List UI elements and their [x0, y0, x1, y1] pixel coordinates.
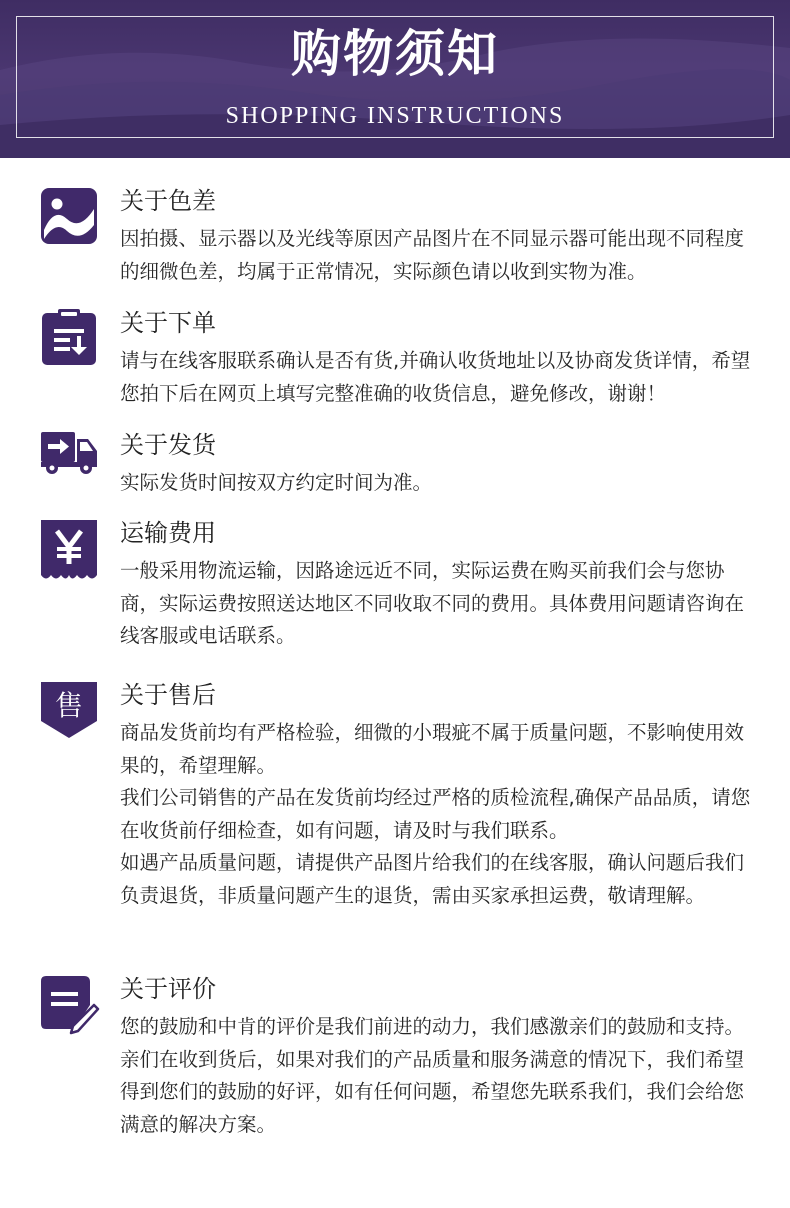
- review-edit-icon: [40, 975, 100, 1035]
- clipboard-order-icon: [40, 309, 98, 367]
- paragraph: 实际发货时间按双方约定时间为准。: [120, 471, 433, 494]
- paragraph: 我们公司销售的产品在发货前均经过严格的质检流程,确保产品品质，请您在收货前仔细检查，如有问题，请及时与我们联系。: [120, 786, 751, 842]
- header-banner: [0, 0, 790, 158]
- shield-label: 售: [54, 689, 84, 722]
- image-icon: [40, 187, 98, 245]
- paragraph: 因拍摄、显示器以及光线等原因产品图片在不同显示器可能出现不同程度的细微色差，均属于正常情况，实际颜色请以收到实物为准。: [120, 227, 745, 283]
- section-body: [120, 345, 760, 410]
- page-subtitle: SHOPPING INSTRUCTIONS: [225, 103, 565, 129]
- section-body: [120, 467, 760, 500]
- section-title: 运输费用: [120, 519, 216, 547]
- page-title: 购物须知: [291, 24, 499, 83]
- paragraph: 如遇产品质量问题，请提供产品图片给我们的在线客服，确认问题后我们负责退货，非质量问题产生的退货，需由买家承担运费，敬请理解。: [120, 851, 745, 907]
- paragraph: 您的鼓励和中肯的评价是我们前进的动力，我们感激亲们的鼓励和支持。亲们在收到货后，如果对我们的产品质量和服务满意的情况下，我们希望得到您们的鼓励的好评，如有任何问题，希望您先联系我们，我们会给您满意的解决方案。: [120, 1015, 745, 1136]
- yuan-receipt-icon: [40, 519, 98, 583]
- section-body: [120, 555, 760, 653]
- section-title: 关于发货: [120, 431, 216, 459]
- section-body: [120, 717, 760, 912]
- paragraph: 请与在线客服联系确认是否有货,并确认收货地址以及协商发货详情，希望您拍下后在网页上填写完整准确的收货信息，避免修改，谢谢！: [120, 349, 751, 405]
- delivery-truck-icon: [40, 431, 98, 489]
- section-title: 关于评价: [120, 975, 216, 1003]
- section-body: [120, 223, 760, 288]
- paragraph: 一般采用物流运输，因路途远近不同，实际运费在购买前我们会与您协商，实际运费按照送达地区不同收取不同的费用。具体费用问题请咨询在线客服或电话联系。: [120, 559, 745, 647]
- section-title: 关于下单: [120, 309, 216, 337]
- section-body: [120, 1011, 760, 1141]
- section-title: 关于色差: [120, 187, 216, 215]
- after-sales-shield-icon: [40, 681, 98, 739]
- section-title: 关于售后: [120, 681, 216, 709]
- paragraph: 商品发货前均有严格检验，细微的小瑕疵不属于质量问题，不影响使用效果的，希望理解。: [120, 721, 745, 777]
